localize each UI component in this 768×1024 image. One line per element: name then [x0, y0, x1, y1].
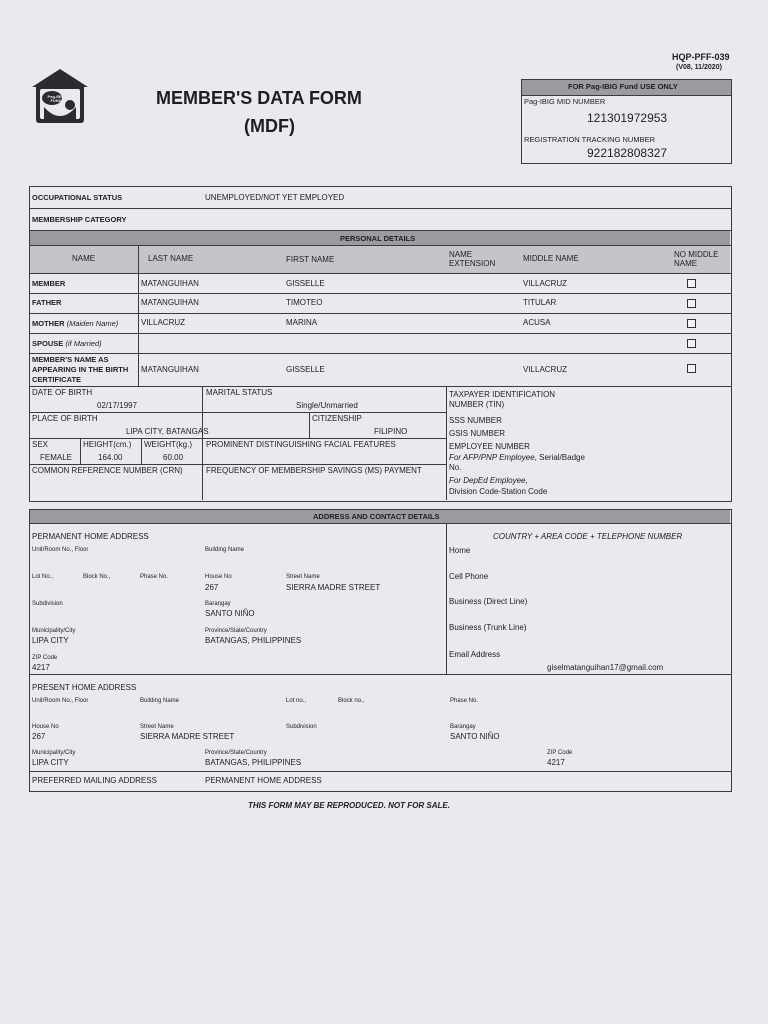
pres-zip-label: ZIP Code — [547, 750, 573, 756]
col-no-middle-name: NO MIDDLE — [674, 250, 719, 259]
pres-province-value: BATANGAS, PHILIPPINES — [205, 758, 302, 767]
mother-last-name: VILLACRUZ — [141, 318, 186, 327]
pres-municipality-label: Municipality/City — [32, 750, 76, 756]
perm-barangay-value: SANTO NIÑO — [205, 609, 255, 618]
form-code: HQP-PFF-039 — [672, 52, 730, 62]
address-section-title: ADDRESS AND CONTACT DETAILS — [313, 512, 440, 521]
dob-label: DATE OF BIRTH — [32, 388, 93, 397]
crn-label: COMMON REFERENCE NUMBER (CRN) — [32, 466, 183, 475]
sex-label: SEX — [32, 440, 49, 449]
height-value: 164.00 — [98, 453, 123, 462]
rtn-value: 922182808327 — [587, 146, 668, 160]
pres-unit-label: Unit/Room No., Floor — [32, 698, 89, 704]
perm-zip-label: ZIP Code — [32, 655, 58, 661]
perm-province-label: Province/State/Country — [205, 628, 267, 634]
employee-number-label: EMPLOYEE NUMBER — [449, 442, 530, 451]
weight-value: 60.00 — [163, 453, 184, 462]
birth-cert-first-name: GISSELLE — [286, 365, 325, 374]
perm-street-value: SIERRA MADRE STREET — [286, 583, 381, 592]
pres-house-label: House No — [32, 724, 59, 730]
citizenship-value: FILIPINO — [374, 427, 408, 436]
marital-status-value: Single/Unmarried — [296, 401, 358, 410]
facial-features-label: PROMINENT DISTINGUISHING FACIAL FEATURES — [206, 440, 396, 449]
no-middle-name-checkbox-birth-cert[interactable] — [687, 364, 696, 373]
member-first-name: GISSELLE — [286, 279, 325, 288]
pres-house-value: 267 — [32, 732, 46, 741]
email-label: Email Address — [449, 650, 501, 659]
mother-middle-name: ACUSA — [523, 318, 551, 327]
personal-details-title: PERSONAL DETAILS — [340, 234, 416, 243]
col-no-middle-name-2: NAME — [674, 259, 698, 268]
form-title: MEMBER'S DATA FORM — [156, 88, 362, 108]
fund-use-title: FOR Pag-IBIG Fund USE ONLY — [568, 82, 678, 91]
occupational-status-value: UNEMPLOYED/NOT YET EMPLOYED — [205, 193, 345, 202]
pres-zip-value: 4217 — [547, 758, 565, 767]
pres-barangay-label: Barangay — [450, 724, 476, 730]
member-middle-name: VILLACRUZ — [523, 279, 568, 288]
father-last-name: MATANGUIHAN — [141, 298, 199, 307]
home-phone-label: Home — [449, 546, 471, 555]
mother-label-note: (Maiden Name) — [66, 319, 119, 328]
gsis-label: GSIS NUMBER — [449, 429, 506, 438]
birth-cert-label-2: APPEARING IN THE BIRTH — [32, 365, 129, 374]
perm-subdivision-label: Subdivision — [32, 601, 63, 607]
business-trunk-label: Business (Trunk Line) — [449, 623, 527, 632]
ms-frequency-label: FREQUENCY OF MEMBERSHIP SAVINGS (MS) PAYMENT — [206, 466, 422, 475]
perm-zip-value: 4217 — [32, 663, 50, 672]
email-value: giselmatanguihan17@gmail.com — [547, 663, 664, 672]
member-last-name: MATANGUIHAN — [141, 279, 199, 288]
perm-phase-label: Phase No. — [140, 574, 169, 580]
logo-text: Pag-IBIG FUND — [47, 94, 65, 103]
perm-house-value: 267 — [205, 583, 219, 592]
mailing-address-label: PREFERRED MAILING ADDRESS — [32, 776, 157, 785]
birth-cert-last-name: MATANGUIHAN — [141, 365, 199, 374]
perm-street-label: Street Name — [286, 574, 320, 580]
spouse-label-note: (if Married) — [65, 339, 102, 348]
mother-first-name: MARINA — [286, 318, 318, 327]
occupational-status-label: OCCUPATIONAL STATUS — [32, 193, 123, 202]
row-mother-label: MOTHER (Maiden Name) — [32, 319, 119, 328]
pres-municipality-value: LIPA CITY — [32, 758, 69, 767]
rtn-label: REGISTRATION TRACKING NUMBER — [524, 135, 655, 144]
business-direct-label: Business (Direct Line) — [449, 597, 528, 606]
deped-note: For DepEd Employee, — [449, 476, 528, 485]
present-address-title: PRESENT HOME ADDRESS — [32, 683, 137, 692]
row-member-label: MEMBER — [32, 279, 66, 288]
row-father-label: FATHER — [32, 298, 62, 307]
sss-label: SSS NUMBER — [449, 416, 502, 425]
row-spouse-label: SPOUSE (if Married) — [32, 339, 102, 348]
pres-phase-label: Phase No. — [450, 698, 479, 704]
sex-value: FEMALE — [40, 453, 73, 462]
membership-category-label: MEMBERSHIP CATEGORY — [32, 215, 127, 224]
perm-province-value: BATANGAS, PHILIPPINES — [205, 636, 302, 645]
tin-label-2: NUMBER (TIN) — [449, 400, 505, 409]
form-title-abbr: (MDF) — [244, 116, 295, 136]
pres-building-label: Building Name — [140, 698, 180, 704]
perm-house-label: House No — [205, 574, 232, 580]
col-middle-name: MIDDLE NAME — [523, 254, 579, 263]
tin-label: TAXPAYER IDENTIFICATION — [449, 390, 556, 399]
birth-cert-middle-name: VILLACRUZ — [523, 365, 568, 374]
no-middle-name-checkbox-mother[interactable] — [687, 319, 696, 328]
pob-label: PLACE OF BIRTH — [32, 414, 98, 423]
col-name-extension-2: EXTENSION — [449, 259, 496, 268]
height-label: HEIGHT(cm.) — [83, 440, 132, 449]
perm-unit-label: Unit/Room No., Floor — [32, 547, 89, 553]
weight-label: WEIGHT(kg.) — [144, 440, 192, 449]
birth-cert-label-3: CERTIFICATE — [32, 375, 82, 384]
col-last-name: LAST NAME — [148, 254, 194, 263]
form-version: (V08, 11/2020) — [676, 64, 722, 71]
birth-cert-label-1: MEMBER'S NAME AS — [32, 355, 109, 364]
col-name: NAME — [72, 254, 96, 263]
mid-value: 121301972953 — [587, 111, 668, 125]
no-middle-name-checkbox-spouse[interactable] — [687, 339, 696, 348]
mailing-address-value: PERMANENT HOME ADDRESS — [205, 776, 322, 785]
dob-value: 02/17/1997 — [97, 401, 138, 410]
pres-barangay-value: SANTO NIÑO — [450, 732, 500, 741]
perm-lot-label: Lot No., — [32, 574, 54, 580]
no-middle-name-checkbox-member[interactable] — [687, 279, 696, 288]
father-first-name: TIMOTEO — [286, 298, 323, 307]
pob-value: LIPA CITY, BATANGAS — [126, 427, 209, 436]
cell-phone-label: Cell Phone — [449, 572, 489, 581]
mid-label: Pag-IBIG MID NUMBER — [524, 97, 606, 106]
deped-note-2: Division Code-Station Code — [449, 487, 548, 496]
pres-lot-label: Lot no., — [286, 698, 307, 704]
reproduction-note: THIS FORM MAY BE REPRODUCED. NOT FOR SALE. — [248, 801, 450, 810]
pres-province-label: Province/State/Country — [205, 750, 267, 756]
pres-street-label: Street Name — [140, 724, 174, 730]
afp-pnp-note-2: No. — [449, 463, 462, 472]
col-first-name: FIRST NAME — [286, 255, 335, 264]
pres-subdivision-label: Subdivision — [286, 724, 317, 730]
afp-pnp-note: For AFP/PNP Employee, Serial/Badge — [449, 453, 585, 462]
father-middle-name: TITULAR — [523, 298, 557, 307]
permanent-address-title: PERMANENT HOME ADDRESS — [32, 532, 149, 541]
perm-barangay-label: Barangay — [205, 601, 231, 607]
perm-municipality-label: Municipality/City — [32, 628, 76, 634]
perm-municipality-value: LIPA CITY — [32, 636, 69, 645]
pres-block-label: Block no., — [338, 698, 365, 704]
col-name-extension: NAME — [449, 250, 473, 259]
citizenship-label: CITIZENSHIP — [312, 414, 362, 423]
no-middle-name-checkbox-father[interactable] — [687, 299, 696, 308]
phone-header: COUNTRY + AREA CODE + TELEPHONE NUMBER — [493, 532, 683, 541]
marital-status-label: MARITAL STATUS — [206, 388, 273, 397]
perm-block-label: Block No., — [83, 574, 111, 580]
address-table — [29, 509, 732, 792]
pres-street-value: SIERRA MADRE STREET — [140, 732, 235, 741]
perm-building-label: Building Name — [205, 547, 245, 553]
